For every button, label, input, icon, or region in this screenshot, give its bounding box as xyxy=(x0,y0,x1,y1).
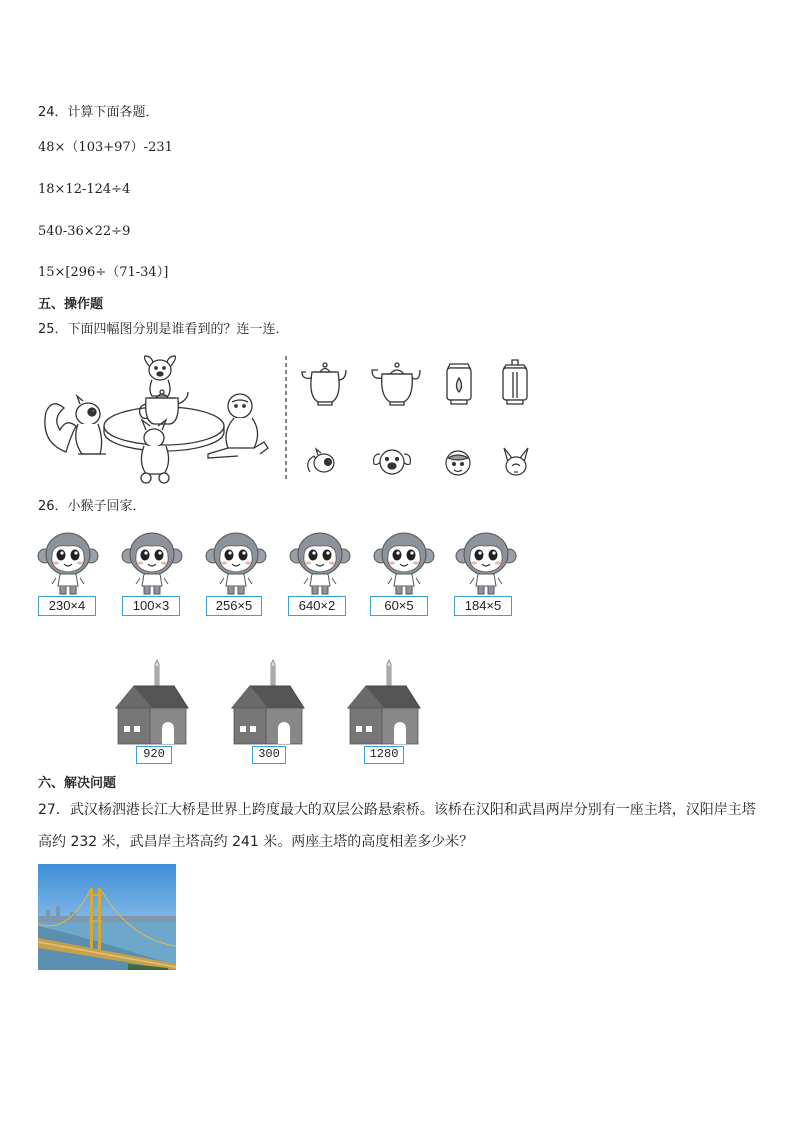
q24-problem-1: 48×（103+97）-231 xyxy=(38,140,173,155)
house-value-1: 920 xyxy=(136,746,172,764)
monkey-view xyxy=(442,448,474,478)
section-five-title: 五、操作题 xyxy=(38,297,104,312)
q25-scene xyxy=(38,356,268,484)
house-value-2: 300 xyxy=(252,746,286,764)
house-value-3: 1280 xyxy=(364,746,404,764)
kettle-view-2 xyxy=(370,360,422,406)
monkey-icon xyxy=(290,533,350,594)
monkey-icon xyxy=(206,533,266,594)
house-icon xyxy=(232,660,304,744)
house-icon xyxy=(348,660,420,744)
q24-problem-4: 15×[296÷（71-34）] xyxy=(38,265,169,280)
q27-line-2: 高约 232 米，武昌岸主塔高约 241 米。两座主塔的高度相差多少米？ xyxy=(38,834,474,850)
kettle-view-1 xyxy=(298,360,348,406)
kettle-view-3 xyxy=(442,360,476,406)
q24-title: 24．计算下面各题． xyxy=(38,105,159,120)
q24-problem-3: 540-36×22÷9 xyxy=(38,224,131,239)
house-icon xyxy=(116,660,188,744)
q26-title: 26．小猴子回家． xyxy=(38,499,146,514)
monkey-expression-2: 100×3 xyxy=(122,596,180,616)
squirrel-icon xyxy=(45,396,106,454)
monkey-row xyxy=(38,530,518,596)
rabbit-view xyxy=(500,446,532,478)
squirrel-view xyxy=(306,448,336,478)
monkey-icon xyxy=(456,533,516,594)
monkey-expression-4: 640×2 xyxy=(288,596,346,616)
bridge-photo xyxy=(38,864,176,970)
section-six-title: 六、解决问题 xyxy=(38,776,117,791)
monkey-expression-3: 256×5 xyxy=(206,596,262,616)
monkey-expression-1: 230×4 xyxy=(38,596,96,616)
q25-title: 25．下面四幅图分别是谁看到的？连一连． xyxy=(38,322,289,337)
monkey-icon xyxy=(38,533,98,594)
monkey-icon xyxy=(374,533,434,594)
house-row xyxy=(112,658,424,746)
monkey-expression-6: 184×5 xyxy=(454,596,512,616)
q27-line-1: 27．武汉杨泗港长江大桥是世界上跨度最大的双层公路悬索桥。该桥在汉阳和武昌两岸分别有一座主塔，汉阳岸主塔 xyxy=(38,802,756,818)
q24-problem-2: 18×12-124÷4 xyxy=(38,182,131,197)
monkey-expression-5: 60×5 xyxy=(370,596,428,616)
kettle-view-4 xyxy=(498,358,532,406)
dashed-divider xyxy=(284,356,288,482)
monkey-icon xyxy=(122,533,182,594)
puppy-view xyxy=(372,446,412,478)
puppy-icon xyxy=(145,356,176,396)
